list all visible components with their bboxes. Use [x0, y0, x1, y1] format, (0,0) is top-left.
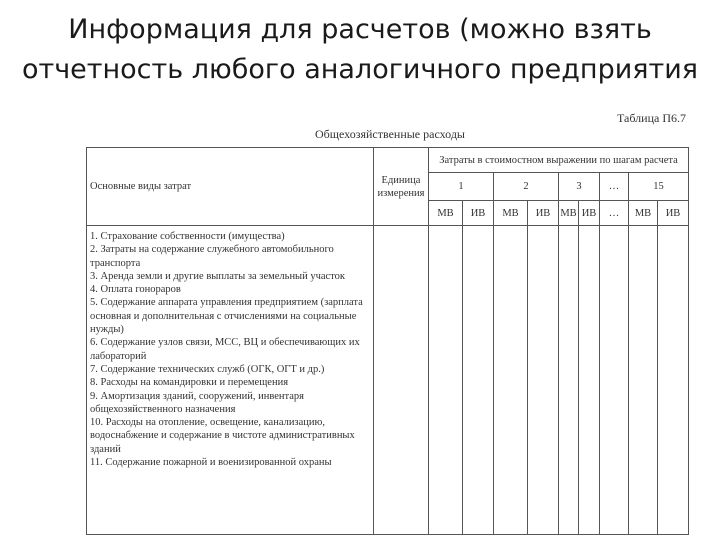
slide-title	[0, 10, 720, 90]
header-unit	[374, 148, 429, 226]
list-item: 5. Содержание аппарата управления предприятием (зарплата основная и дополнительная с отчислениями на социальные нужды)	[90, 297, 363, 336]
value-cell	[658, 226, 689, 535]
header-sub: МВ	[494, 201, 528, 226]
value-cell	[494, 226, 528, 535]
list-item: 6. Содержание узлов связи, МСС, ВЦ и обеспечивающих их лабораторий	[90, 337, 360, 362]
header-sub: МВ	[429, 201, 463, 226]
header-step: 1	[429, 173, 494, 201]
header-step: 15	[629, 173, 689, 201]
header-sub: ИВ	[579, 201, 600, 226]
list-item: 8. Расходы на командировки и перемещения	[90, 377, 289, 389]
header-main-cost-types: Основные виды затрат	[87, 148, 374, 226]
list-item: 2. Затраты на содержание служебного автомобильного транспорта	[90, 244, 334, 269]
value-cell	[579, 226, 600, 535]
expenses-table	[86, 147, 689, 535]
unit-cell	[374, 226, 429, 535]
list-item: 4. Оплата гонораров	[90, 284, 181, 296]
value-cell	[429, 226, 463, 535]
header-sub: МВ	[629, 201, 658, 226]
list-item: 10. Расходы на отопление, освещение, канализацию, водоснабжение и содержание в чистоте административных зданий	[90, 417, 355, 455]
header-step: 3	[559, 173, 600, 201]
table-number: Таблица П6.7	[617, 111, 686, 125]
header-costs-group: Затраты в стоимостном выражении по шагам расчета	[429, 148, 689, 173]
value-cell	[629, 226, 658, 535]
value-cell	[463, 226, 494, 535]
header-sub: ИВ	[528, 201, 559, 226]
header-sub: МВ	[559, 201, 579, 226]
list-item: 3. Аренда земли и другие выплаты за земельный участок	[90, 270, 346, 282]
header-unit-line-1: Единица	[381, 174, 421, 186]
cost-items-cell	[87, 226, 374, 535]
slide-title-line-2: отчетность любого аналогичного предприятия	[21, 54, 699, 85]
slide-title-line-1: Информация для расчетов (можно взять	[68, 14, 652, 45]
list-item: 11. Содержание пожарной и военизированной охраны	[90, 457, 332, 469]
header-sub: ИВ	[463, 201, 494, 226]
header-sub: …	[600, 201, 629, 226]
header-step: …	[600, 173, 629, 201]
header-step: 2	[494, 173, 559, 201]
table-caption: Общехозяйственные расходы	[315, 127, 465, 141]
header-sub: ИВ	[658, 201, 689, 226]
header-unit-line-2: измерения	[377, 187, 425, 199]
value-cell	[559, 226, 579, 535]
list-item: 1. Страхование собственности (имущества)	[90, 231, 285, 242]
value-cell	[528, 226, 559, 535]
value-cell	[600, 226, 629, 535]
list-item: 7. Содержание технических служб (ОГК, ОГТ и др.)	[90, 363, 325, 375]
list-item: 9. Амортизация зданий, сооружений, инвентаря общехозяйственного назначения	[90, 390, 305, 415]
